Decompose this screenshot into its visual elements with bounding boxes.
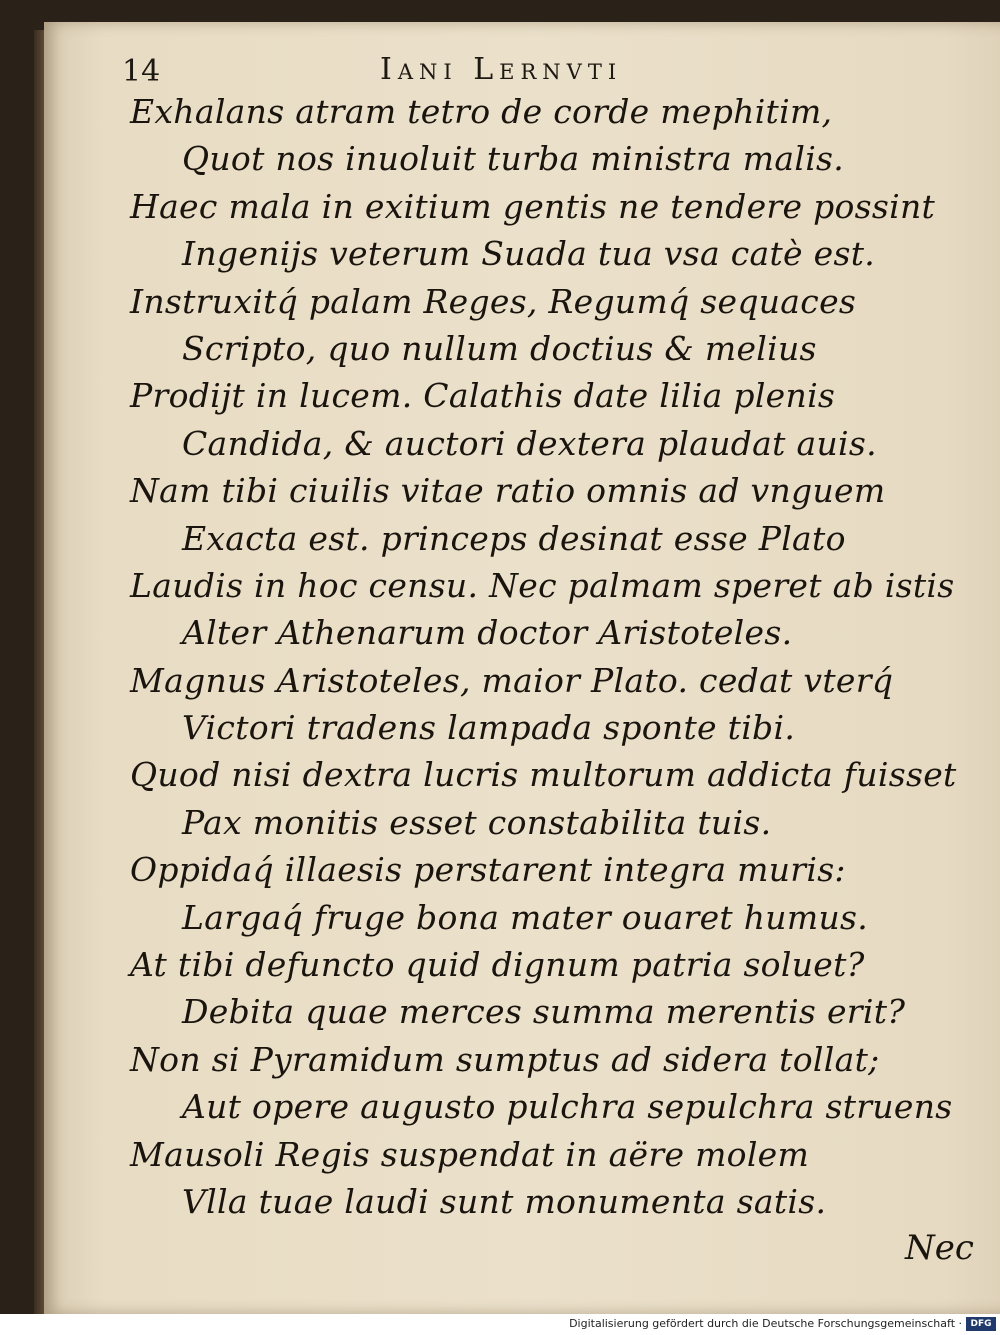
verse-line: Prodijt in lucem. Calathis date lilia plenis: [130, 376, 836, 416]
verse-line: Quot nos inuoluit turba ministra malis.: [182, 139, 845, 179]
page-number: 14: [122, 54, 161, 89]
verse-line: Oppidaq́ illaesis perstarent integra muris:: [130, 850, 846, 890]
verse-line: Debita quae merces summa merentis erit?: [182, 992, 906, 1032]
verse-line: Exacta est. princeps desinat esse Plato: [182, 518, 846, 558]
verse-line: Quod nisi dextra lucris multorum addicta fuisset: [130, 755, 957, 795]
verse-line: Aut opere augusto pulchra sepulchra struens: [182, 1087, 953, 1127]
verse-line: Vlla tuae laudi sunt monumenta satis.: [182, 1181, 827, 1221]
verse-line: Haec mala in exitium gentis ne tendere possint: [130, 186, 936, 226]
verse-line: Instruxitq́ palam Reges, Regumq́ sequaces: [130, 281, 857, 321]
verse-line: Largaq́ fruge bona mater ouaret humus.: [182, 897, 869, 937]
page-header: [122, 48, 902, 88]
verse-line: Magnus Aristoteles, maior Plato. cedat vterq́: [130, 660, 894, 700]
verse-line: Alter Athenarum doctor Aristoteles.: [182, 613, 793, 653]
footer-bar: [0, 1314, 1000, 1335]
verse-line: Laudis in hoc censu. Nec palmam speret ab istis: [130, 565, 955, 605]
verse-line: Victori tradens lampada sponte tibi.: [182, 708, 796, 748]
verse-line: Scripto, quo nullum doctius & melius: [182, 328, 817, 368]
verse-line: Pax monitis esset constabilita tuis.: [182, 802, 772, 842]
funding-credit: Digitalisierung gefördert durch die Deutsche Forschungsgemeinschaft ·: [569, 1317, 962, 1330]
poem-verses: [130, 88, 970, 1225]
running-title: Iani Lernvti: [380, 52, 623, 87]
verse-line: Mausoli Regis suspendat in aëre molem: [130, 1134, 810, 1174]
verse-line: Nam tibi ciuilis vitae ratio omnis ad vnguem: [130, 471, 886, 511]
verse-line: At tibi defuncto quid dignum patria soluet?: [130, 945, 865, 985]
dfg-logo-icon: DFG: [966, 1317, 996, 1331]
verse-line: Exhalans atram tetro de corde mephitim,: [130, 92, 833, 131]
verse-line: Ingenijs veterum Suada tua vsa catè est.: [182, 234, 876, 274]
catchword: Nec: [905, 1228, 974, 1268]
verse-line: Candida, & auctori dextera plaudat auis.: [182, 423, 877, 463]
verse-line: Non si Pyramidum sumptus ad sidera tollat;: [130, 1039, 880, 1079]
